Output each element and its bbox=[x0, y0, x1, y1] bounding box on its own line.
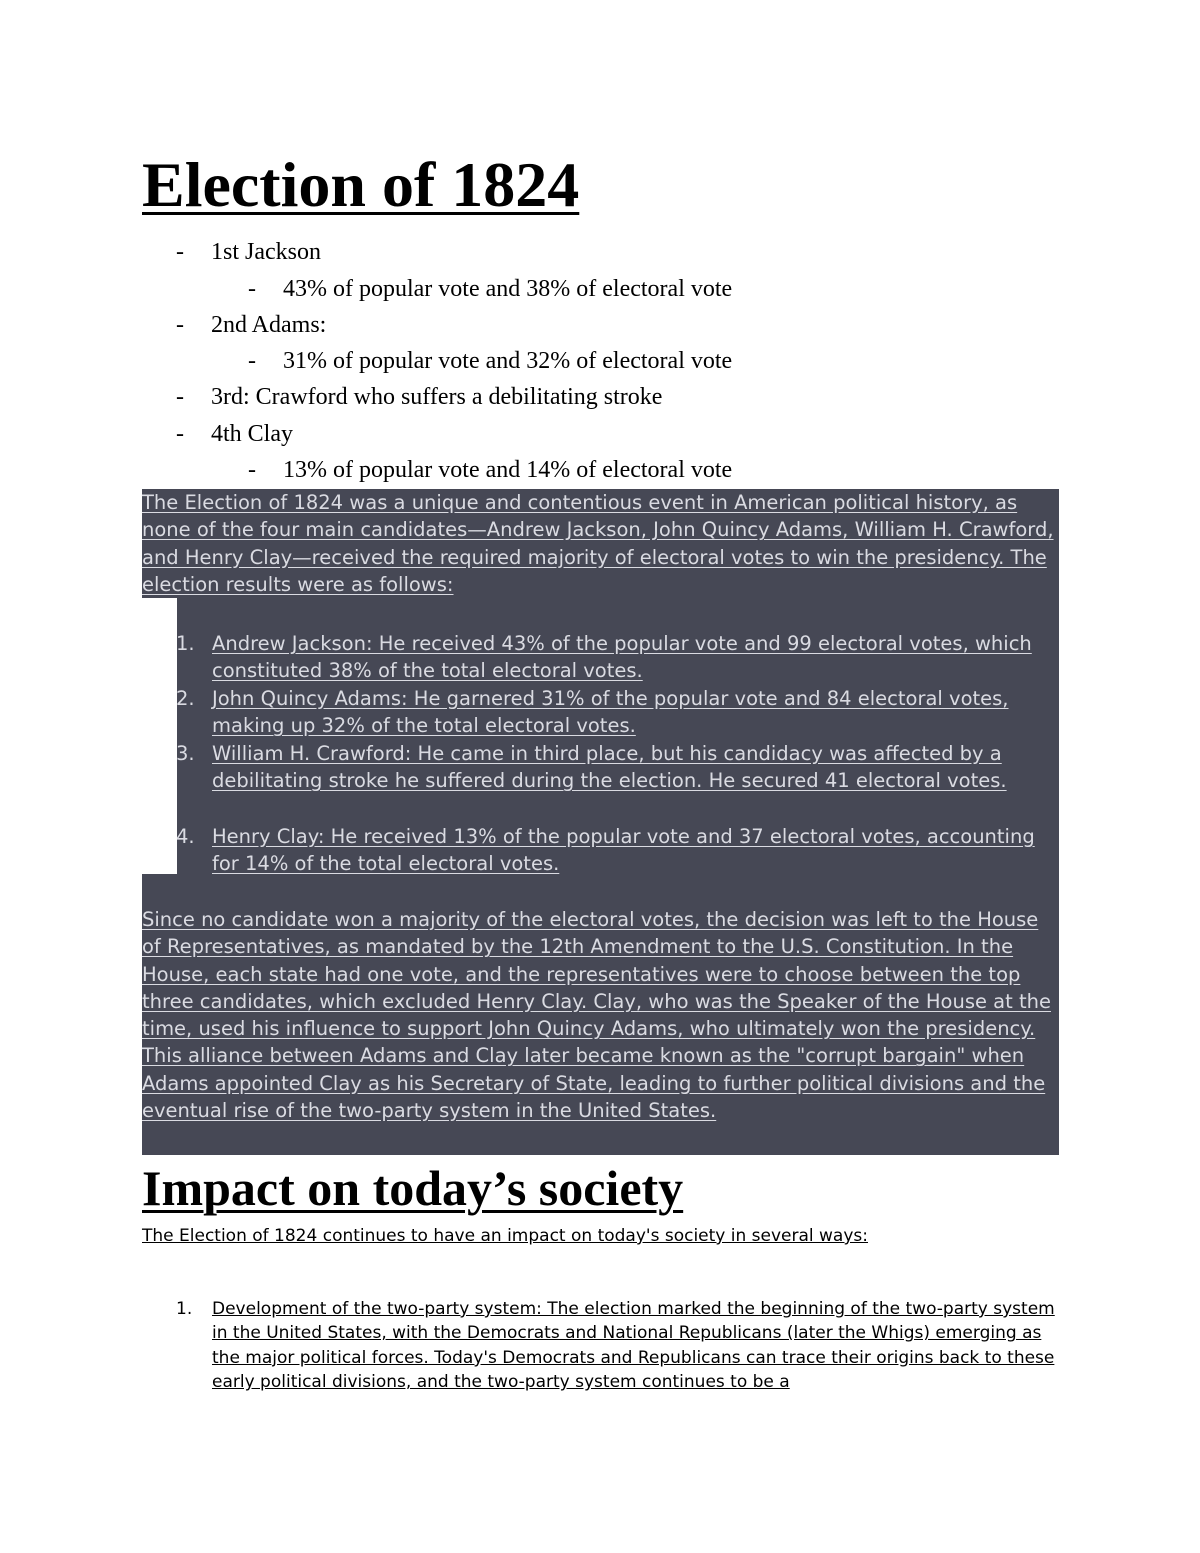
list-item-jackson: Andrew Jackson: He received 43% of the popular vote and 99 electoral votes, which constituted 38% of the total electoral votes. bbox=[212, 632, 1032, 683]
impact-subtitle: The Election of 1824 continues to have an impact on today's society in several ways: bbox=[142, 1226, 868, 1246]
list-item-adams: John Quincy Adams: He garnered 31% of the popular vote and 84 electoral votes, making up 32% of the total electoral votes. bbox=[212, 687, 1009, 738]
bullet-dash: - bbox=[176, 384, 184, 410]
impact-item-two-party: Development of the two-party system: The election marked the beginning of the two-party system in the United States, with the Democrats and National Republicans (later the Whigs) emerging as the major political forces. Today's Democrats and Republicans can trace their origins back to these early political divisions, and the two-party system continues to be a bbox=[212, 1299, 1055, 1393]
list-number: 2. bbox=[176, 687, 195, 710]
impact-heading: Impact on today’s society bbox=[142, 1160, 684, 1216]
result-label-clay: 4th Clay bbox=[211, 421, 293, 447]
highlight-outro-paragraph: Since no candidate won a majority of the electoral votes, the decision was left to the House of Representatives, as mandated by the 12th Amendment to the U.S. Constitution. In the House, each state had one vote, and the representatives were to choose between the top three candidates, which excluded Henry Clay. Clay, who was the Speaker of the House at the time, used his influence to support John Quincy Adams, who ultimately won the presidency. This alliance between Adams and Clay later became known as the "corrupt bargain" when Adams appointed Clay as his Secretary of State, leading to further political divisions and the eventual rise of the two-party system in the United States. bbox=[142, 908, 1051, 1123]
list-number: 1. bbox=[176, 632, 195, 655]
bullet-dash: - bbox=[248, 457, 256, 483]
bullet-dash: - bbox=[248, 348, 256, 374]
result-detail-adams: 31% of popular vote and 32% of electoral vote bbox=[283, 348, 733, 374]
bullet-dash: - bbox=[176, 421, 184, 447]
bullet-dash: - bbox=[176, 239, 184, 265]
result-label-jackson: 1st Jackson bbox=[211, 239, 321, 265]
list-item-clay: Henry Clay: He received 13% of the popular vote and 37 electoral votes, accounting for 14% of the total electoral votes. bbox=[212, 825, 1035, 876]
list-number: 3. bbox=[176, 742, 195, 765]
bullet-dash: - bbox=[176, 312, 184, 338]
result-label-adams: 2nd Adams: bbox=[211, 312, 327, 338]
page-title: Election of 1824 bbox=[142, 149, 580, 220]
list-number: 1. bbox=[176, 1299, 193, 1319]
list-item-crawford: William H. Crawford: He came in third place, but his candidacy was affected by a debilitating stroke he suffered during the election. He secured 41 electoral votes. bbox=[212, 742, 1007, 793]
highlight-gap bbox=[142, 598, 177, 874]
result-detail-clay: 13% of popular vote and 14% of electoral vote bbox=[283, 457, 733, 483]
list-number: 4. bbox=[176, 825, 195, 848]
bullet-dash: - bbox=[248, 276, 256, 302]
highlight-intro-paragraph: The Election of 1824 was a unique and contentious event in American political history, as none of the four main candidates—Andrew Jackson, John Quincy Adams, William H. Crawford, and Henry Clay—received the required majority of electoral votes to win the presidency. The election results were as follows: bbox=[142, 491, 1054, 596]
result-label-crawford: 3rd: Crawford who suffers a debilitating stroke bbox=[211, 384, 663, 410]
result-detail-jackson: 43% of popular vote and 38% of electoral vote bbox=[283, 276, 733, 302]
